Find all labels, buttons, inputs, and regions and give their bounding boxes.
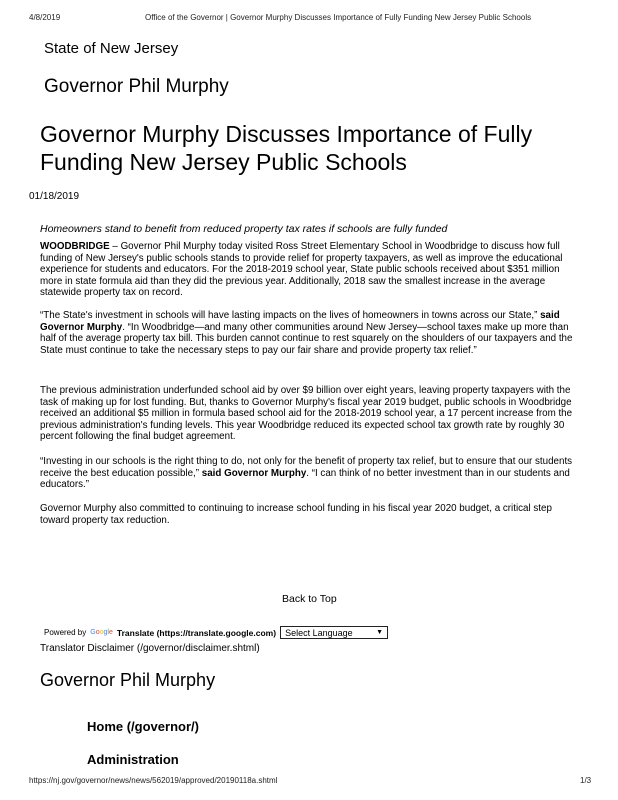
article-paragraph-2 [40,310,580,356]
article-paragraph-3: The previous administration underfunded school aid by over $9 billion over eight years, leaving property taxpayers with the task of making up for lost funding. But, thanks to Governor Murphy's fiscal year 2019 budget, public schools in Woodbridge received an additional $5 million in formula based school aid for the 2018-2019 school year, a 17 percent increase from the previous administration's funding levels. This year Woodbridge reduced its expected school tax growth rate by roughly 30 percent following the final budget agreement. [40,385,573,443]
quote-attribution: said Governor Murphy [201,467,307,479]
print-header-date: 4/8/2019 [29,13,61,22]
language-select[interactable] [280,626,388,639]
quote-text: “Investing in our schools is the right thing to do, not only for the benefit of property tax relief, but to ensure that our students receive the best education possible,” [40,456,573,479]
article-headline: Governor Murphy Discusses Importance of Fully Funding New Jersey Public Schools [40,121,533,175]
article-paragraph-5: Governor Murphy also committed to continuing to increase school funding in his fiscal year 2020 budget, a critical step toward property tax reduction. [40,503,552,526]
translate-link[interactable]: Translate (https://translate.google.com) [116,627,277,638]
article-paragraph-1 [40,241,580,299]
article-date: 01/18/2019 [29,191,80,202]
footer-nav-item-home[interactable]: Home (/governor/) [87,719,199,734]
site-state-name[interactable]: State of New Jersey [44,40,179,57]
quote-text: . “I can think of no better investment than in our students and educators.” [40,467,570,491]
print-footer-page-number: 1/3 [580,776,592,785]
article-summary: Homeowners stand to benefit from reduced property tax rates if schools are fully funded [40,223,448,235]
google-logo-icon: Google [90,629,113,636]
site-governor-name[interactable]: Governor Phil Murphy [44,76,229,97]
article-paragraph-4 [40,456,580,491]
footer-nav-item-administration[interactable]: Administration [87,752,179,767]
powered-by-label: Powered by [44,628,87,637]
print-header-title: Office of the Governor | Governor Murphy Discusses Importance of Fully Funding New Jersey Public Schools [145,13,532,22]
print-footer-url: https://nj.gov/governor/news/news/562019/approved/20190118a.shtml [29,776,278,785]
dateline: WOODBRIDGE [40,241,110,252]
paragraph-text: – Governor Phil Murphy today visited Ross Street Elementary School in Woodbridge to discuss how full funding of New Jersey's public schools stands to provide relief for property taxpayers, as well as improve the educational experience for students and educators. For the 2018-2019 school year, State public schools received about $351 million more in state formula aid than they did the previous year. Additionally, 2018 saw the smallest increase in the average statewide property tax on record. [40,241,563,299]
chevron-down-icon: ▼ [376,629,384,636]
language-select-value: Select Language [285,627,353,638]
quote-attribution: said Governor Murphy [40,310,560,333]
google-translate-bar [44,626,388,639]
translator-disclaimer-link[interactable]: Translator Disclaimer (/governor/disclaimer.shtml) [40,643,260,654]
quote-text: . “In Woodbridge—and many other communities around New Jersey—school taxes make up more than half of the average property tax bill. This burden cannot continue to rest squarely on the shoulders of our taxpayers and the State must continue to take the necessary steps to pay our fair share and provide property tax relief.” [40,321,573,356]
footer-nav-title: Governor Phil Murphy [40,670,216,690]
quote-text: “The State's investment in schools will have lasting impacts on the lives of homeowners in towns across our State,” [40,310,541,321]
back-to-top-link[interactable]: Back to Top [282,593,337,605]
